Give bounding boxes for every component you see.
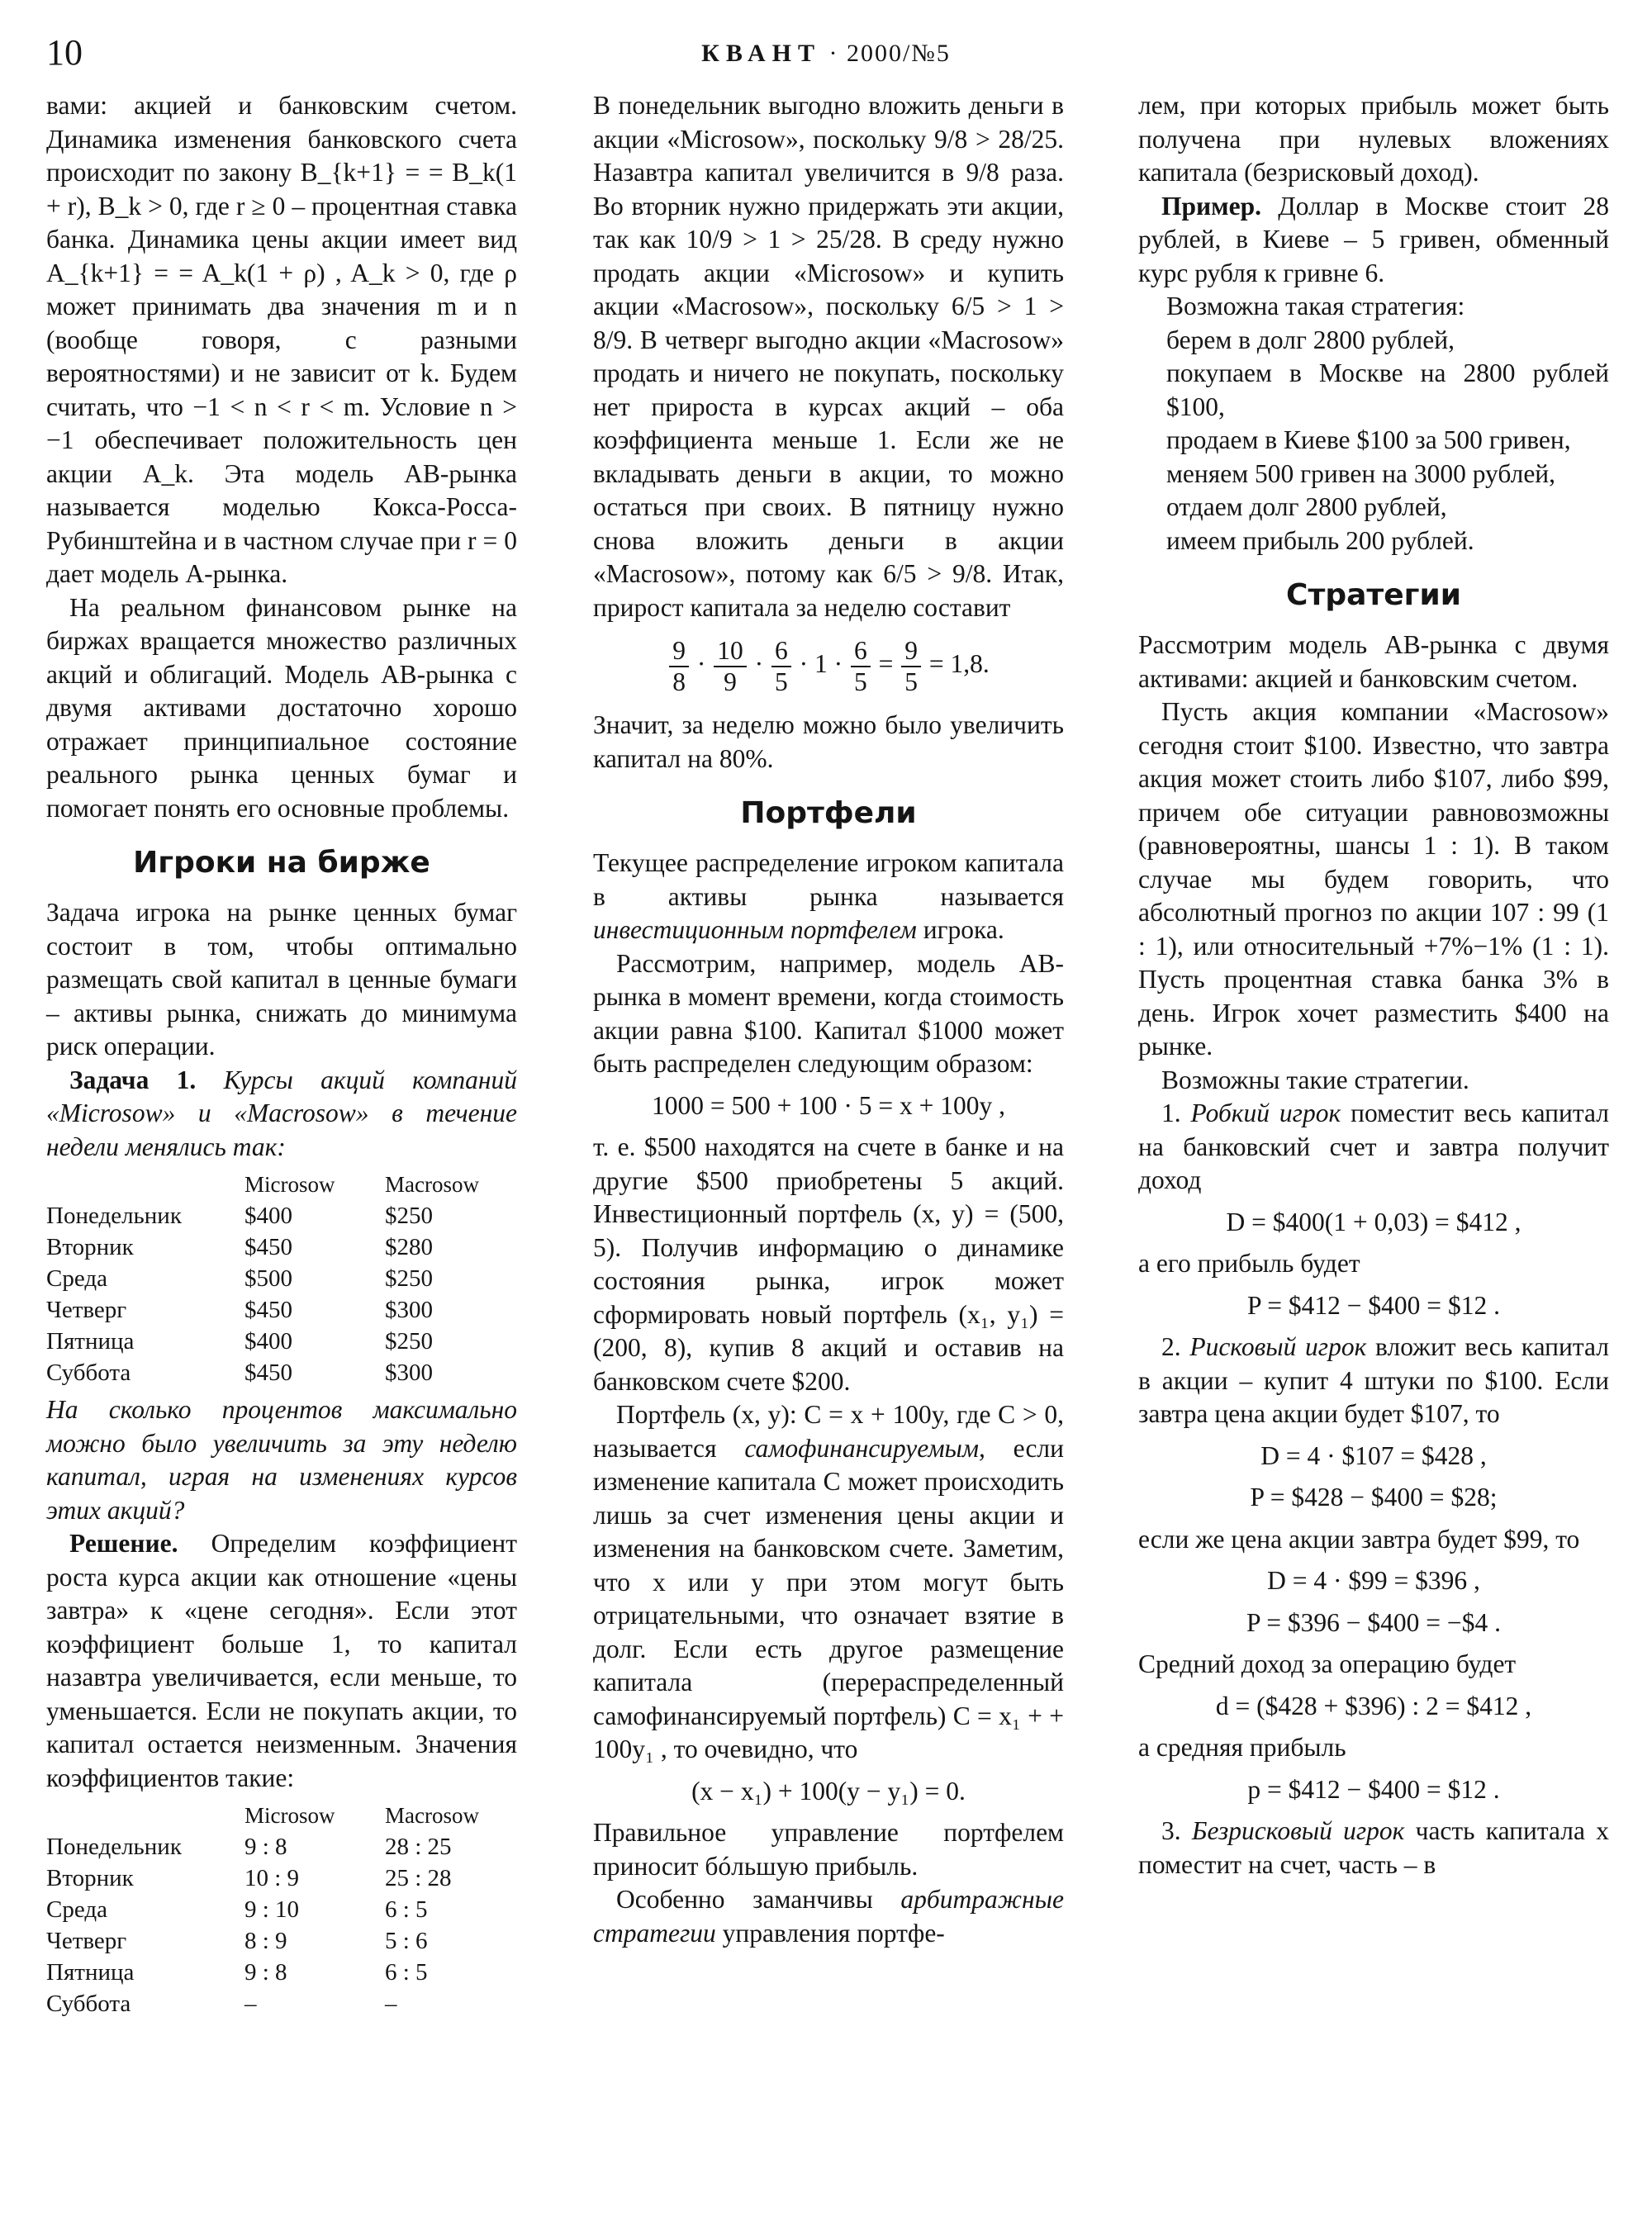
table-cell: 6 : 5 bbox=[385, 1959, 428, 1986]
table-header-row bbox=[46, 1169, 517, 1200]
strategy-list bbox=[1138, 290, 1609, 558]
section-title-portfolios: Портфели bbox=[740, 796, 917, 830]
paragraph: В понедельник выгодно вложить деньги в акции «Microsow», поскольку 9/8 > 28/25. Назавтра капитал увеличится в 9/8 раза. Во вторник нужно придержать эти акции, так как 10/9 > 1 > 25/28. В среду нужно продать акции «Microsow» и купить акции «Macrosow», поскольку 6/5 > 1 > 8/9. В четверг выгодно акции «Macrosow» продать и ничего не покупать, поскольку нет прироста в курсах акций – оба коэффициента меньше 1. Если же не вкладывать деньги в акции, то можно остаться при своих. В пятницу нужно снова вложить деньги в акции «Macrosow», потому как 6/5 > 9/8. Итак, прирост капитала за неделю составит bbox=[593, 91, 1064, 622]
task-label: Задача 1. bbox=[69, 1065, 197, 1094]
paragraph: а его прибыль будет bbox=[1138, 1249, 1360, 1278]
question-text: На сколько процентов максимально можно было увеличить за эту неделю капитал, играя на изменениях курсов этих акций? bbox=[46, 1395, 517, 1525]
paragraph: Задача игрока на рынке ценных бумаг состоит в том, чтобы оптимально размещать свой капитал в ценные бумаги – активы рынка, снижать до минимума риск операции. bbox=[46, 898, 517, 1061]
section-title-players: Игроки на бирже bbox=[133, 846, 430, 880]
paragraph: На реальном финансовом рынке на биржах вращается множество различных акций и облигаций. Модель AB-рынка с двумя активами достаточно хорошо отражает принципиальное состояние реального рынка ценных бумаг и помогает понять его основные проблемы. bbox=[46, 592, 517, 823]
journal-title bbox=[46, 40, 1606, 68]
text: если изменение капитала C может происходить лишь за счет изменения цены акции и изменения на банковском счете. Заметим, что x или y при этом могут быть отрицательными, что означает взятие в долг. Если есть другое размещение капитала (перераспределенный самофинансируемый портфель) C = x₁ + + 100y₁ , то очевидно, что bbox=[593, 1433, 1064, 1763]
numerator: 9 bbox=[669, 636, 689, 667]
table-cell: Четверг bbox=[46, 1297, 127, 1323]
table-cell: $450 bbox=[244, 1234, 292, 1260]
table-cell: 10 : 9 bbox=[244, 1865, 300, 1891]
table-row bbox=[46, 1831, 517, 1862]
table-cell: 9 : 8 bbox=[244, 1834, 287, 1860]
denominator: 5 bbox=[904, 667, 918, 696]
paragraph: если же цена акции завтра будет $99, то bbox=[1138, 1524, 1580, 1554]
text: вложит весь капитал в акции – купит 4 штуки по $100. Если завтра цена акции будет $107, то bbox=[1138, 1332, 1609, 1428]
example bbox=[1138, 190, 1609, 291]
table-cell: 25 : 28 bbox=[385, 1865, 452, 1891]
text: Текущее распределение игроком капитала в активы рынка называется bbox=[593, 848, 1064, 911]
formula-operator: = bbox=[878, 649, 894, 679]
solution-label: Решение. bbox=[69, 1529, 178, 1558]
table-cell: – bbox=[244, 1991, 257, 2017]
table-header: Macrosow bbox=[385, 1172, 479, 1197]
denominator: 5 bbox=[774, 667, 788, 696]
numerator: 6 bbox=[851, 636, 871, 667]
strategy-step: покупаем в Москве на 2800 рублей $100, bbox=[1166, 358, 1609, 421]
denominator: 8 bbox=[672, 667, 686, 696]
table-row bbox=[46, 1231, 517, 1263]
table-row bbox=[46, 1988, 517, 2019]
paragraph bbox=[593, 847, 1064, 947]
table-cell: $450 bbox=[244, 1359, 292, 1386]
table-row bbox=[46, 1357, 517, 1388]
table-cell: 8 : 9 bbox=[244, 1928, 287, 1954]
table-cell: Понедельник bbox=[46, 1203, 182, 1229]
paragraph bbox=[593, 1883, 1064, 1950]
table-row bbox=[46, 1957, 517, 1988]
paragraph bbox=[1138, 1097, 1609, 1198]
table-row bbox=[46, 1862, 517, 1894]
table-cell: Среда bbox=[46, 1265, 107, 1292]
denominator: 5 bbox=[853, 667, 867, 696]
table-cell: $300 bbox=[385, 1359, 433, 1386]
paragraph bbox=[593, 1398, 1064, 1767]
paragraph bbox=[1138, 1815, 1609, 1881]
table-cell: $250 bbox=[385, 1265, 433, 1292]
fraction bbox=[714, 636, 747, 697]
term: самофинансируемым, bbox=[744, 1433, 985, 1463]
table-row bbox=[46, 1326, 517, 1357]
table-header: Microsow bbox=[244, 1803, 335, 1828]
table-cell: 5 : 6 bbox=[385, 1928, 428, 1954]
example-label: Пример. bbox=[1161, 191, 1262, 221]
table-cell: $280 bbox=[385, 1234, 433, 1260]
table-row bbox=[46, 1294, 517, 1326]
formula: d = ($428 + $396) : 2 = $412 , bbox=[1215, 1691, 1532, 1720]
journal-name: КВАНТ bbox=[701, 40, 821, 67]
column-2 bbox=[593, 89, 1064, 1950]
text: часть капитала x поместит на счет, часть – в bbox=[1138, 1816, 1610, 1879]
table-cell: 6 : 5 bbox=[385, 1896, 428, 1923]
numerator: 10 bbox=[714, 636, 747, 667]
table-cell: $400 bbox=[244, 1328, 292, 1355]
formula-operator: · 1 · bbox=[799, 649, 843, 679]
column-1 bbox=[46, 89, 517, 2024]
paragraph bbox=[1138, 1331, 1609, 1431]
term: инвестиционным портфелем bbox=[593, 915, 917, 944]
table-cell: $300 bbox=[385, 1297, 433, 1323]
text: 2. bbox=[1161, 1332, 1181, 1361]
table-header bbox=[46, 1169, 244, 1200]
table-row bbox=[46, 1925, 517, 1957]
table-cell: Суббота bbox=[46, 1991, 131, 2017]
formula: D = 4 · $107 = $428 , bbox=[1260, 1440, 1487, 1470]
paragraph: Правильное управление портфелем приносит бóльшую прибыль. bbox=[593, 1818, 1064, 1881]
table-header: Macrosow bbox=[385, 1803, 479, 1828]
fraction bbox=[851, 636, 871, 697]
solution bbox=[46, 1527, 517, 1795]
formula-result: = 1,8. bbox=[928, 649, 990, 679]
strategy-step: имеем прибыль 200 рублей. bbox=[1166, 525, 1474, 555]
numerator: 9 bbox=[901, 636, 921, 667]
table-cell: $400 bbox=[244, 1203, 292, 1229]
text: поместит весь капитал на банковский счет и завтра получит доход bbox=[1138, 1099, 1609, 1194]
table-cell: 28 : 25 bbox=[385, 1834, 452, 1860]
table-cell: Пятница bbox=[46, 1959, 135, 1986]
denominator: 9 bbox=[724, 667, 737, 696]
paragraph: Средний доход за операцию будет bbox=[1138, 1649, 1517, 1678]
task-question bbox=[46, 1393, 517, 1527]
paragraph: т. е. $500 находятся на счете в банке и на другие $500 приобретены 5 акций. Инвестиционный портфель (x, y) = (500, 5). Получив информацию о динамике состояния рынка, игрок может сформировать новый портфель (x₁, y₁) = (200, 8), купив 8 акций и оставив на банковском счете $200. bbox=[593, 1132, 1064, 1396]
fraction bbox=[669, 636, 689, 697]
paragraph: Значит, за неделю можно было увеличить капитал на 80%. bbox=[593, 710, 1064, 773]
table-cell: 9 : 10 bbox=[244, 1896, 300, 1923]
strategy-step: продаем в Киеве $100 за 500 гривен, bbox=[1166, 425, 1571, 454]
text: игрока. bbox=[923, 915, 1004, 944]
formula: D = 4 · $99 = $396 , bbox=[1267, 1566, 1480, 1595]
strategy-step: берем в долг 2800 рублей, bbox=[1166, 325, 1455, 354]
text: управления портфе- bbox=[722, 1918, 945, 1948]
text: Портфель (x, y): C = x + 100y, где C > 0, называется bbox=[593, 1400, 1064, 1463]
task-text: Курсы акций компаний «Microsow» и «Macrosow» в течение недели менялись так: bbox=[46, 1065, 517, 1161]
growth-formula: $\frac{9}{8}$ · $\frac{10}{9}$ · $\frac{6}{5}$ · 1 · $\frac{6}{5}$ = $\frac{9}{5}$ = 1,8. bbox=[593, 636, 1064, 697]
table-row bbox=[46, 1894, 517, 1925]
table-cell: $450 bbox=[244, 1297, 292, 1323]
paragraph: Пусть акция компании «Macrosow» сегодня стоит $100. Известно, что завтра акция может стоить либо $107, либо $99, причем обе ситуации равновозможны (равновероятны, шансы 1 : 1). В таком случае мы будем говорить, что абсолютный прогноз по акции 107 : 99 (1 : 1), или относительный +7%−1% (1 : 1). Пусть процентная ставка банка 3% в день. Игрок хочет разместить $400 на рынке. bbox=[1138, 697, 1609, 1061]
capital-formula: 1000 = 500 + 100 · 5 = x + 100y , bbox=[651, 1090, 1006, 1120]
prices-table bbox=[46, 1169, 517, 1388]
numerator: 6 bbox=[771, 636, 791, 667]
strategy-step: отдаем долг 2800 рублей, bbox=[1166, 492, 1447, 521]
table-row bbox=[46, 1263, 517, 1294]
table-cell: – bbox=[385, 1991, 397, 2017]
paragraph: Рассмотрим, например, модель AB-рынка в момент времени, когда стоимость акции равна $100. Капитал $1000 может быть распределен следующим образом: bbox=[593, 948, 1064, 1078]
table-cell: Пятница bbox=[46, 1328, 135, 1355]
term: Рисковый игрок bbox=[1189, 1332, 1367, 1361]
table-cell: Понедельник bbox=[46, 1834, 182, 1860]
formula: P = $412 − $400 = $12 . bbox=[1247, 1290, 1500, 1320]
table-header-row bbox=[46, 1800, 517, 1831]
portfolio-formula: (x − x₁) + 100(y − y₁) = 0. bbox=[691, 1776, 966, 1806]
formula: P = $428 − $400 = $28; bbox=[1250, 1483, 1498, 1511]
strategy-step: меняем 500 гривен на 3000 рублей, bbox=[1166, 458, 1556, 488]
page-number: 10 bbox=[46, 32, 83, 73]
text: 1. bbox=[1161, 1099, 1181, 1127]
example-text: Доллар в Москве стоит 28 рублей, в Киеве – 5 гривен, обменный курс рубля к гривне 6. bbox=[1138, 191, 1609, 287]
formula: D = $400(1 + 0,03) = $412 , bbox=[1226, 1207, 1521, 1236]
term: Безрисковый игрок bbox=[1191, 1816, 1405, 1845]
paragraph: лем, при которых прибыль может быть получена при нулевых вложениях капитала (безрисковый доход). bbox=[1138, 91, 1609, 187]
table-cell: 9 : 8 bbox=[244, 1959, 287, 1986]
fraction bbox=[901, 636, 921, 697]
table-cell: Вторник bbox=[46, 1865, 134, 1891]
table-header bbox=[46, 1800, 244, 1831]
paragraph: Возможны такие стратегии. bbox=[1161, 1065, 1469, 1094]
term: Робкий игрок bbox=[1190, 1099, 1341, 1127]
paragraph: вами: акцией и банковским счетом. Динамика изменения банковского счета происходит по закону B_{k+1} = = B_k(1 + r), B_k > 0, где r ≥ 0 – процентная ставка банка. Динамика цены акции имеет вид A_{k+1} = = A_k(1 + ρ) , A_k > 0, где ρ может принимать два значения m и n (вообще говоря, с разными вероятностями) и не зависит от k. Будем считать, что −1 < n < r < m. Условие n > −1 обеспечивает положительность цен акции A_k. Эта модель AB-рынка называется моделью Кокса-Росса-Рубинштейна и в частном случае при r = 0 дает модель A-рынка. bbox=[46, 91, 517, 588]
table-cell: $250 bbox=[385, 1328, 433, 1355]
journal-issue: · 2000/№5 bbox=[828, 40, 951, 67]
table-cell: $500 bbox=[244, 1265, 292, 1292]
term: арбитражные стратегии bbox=[593, 1885, 1064, 1948]
table-cell: Вторник bbox=[46, 1234, 134, 1260]
table-cell: Суббота bbox=[46, 1359, 131, 1386]
table-cell: Среда bbox=[46, 1896, 107, 1923]
formula: p = $412 − $400 = $12 . bbox=[1247, 1774, 1500, 1804]
table-cell: $250 bbox=[385, 1203, 433, 1229]
paragraph: а средняя прибыль bbox=[1138, 1733, 1346, 1762]
text: Особенно заманчивы bbox=[616, 1885, 873, 1914]
ratios-table bbox=[46, 1800, 517, 2019]
text: 3. bbox=[1161, 1816, 1181, 1845]
table-header: Microsow bbox=[244, 1172, 335, 1197]
table-cell: Четверг bbox=[46, 1928, 127, 1954]
formula: P = $396 − $400 = −$4 . bbox=[1246, 1607, 1501, 1637]
strategy-intro: Возможна такая стратегия: bbox=[1166, 292, 1465, 320]
solution-text: Определим коэффициент роста курса акции как отношение «цены завтра» к «цене сегодня». Если этот коэффициент больше 1, то капитал назавтра увеличивается, если меньше, то уменьшается. Если не покупать акции, то капитал остается неизменным. Значения коэффициентов такие: bbox=[46, 1529, 517, 1792]
paragraph: Рассмотрим модель AB-рынка с двумя активами: акцией и банковским счетом. bbox=[1138, 630, 1609, 693]
column-3 bbox=[1138, 89, 1609, 1881]
task-statement bbox=[46, 1064, 517, 1165]
section-title-strategies: Стратегии bbox=[1286, 578, 1461, 612]
table-row bbox=[46, 1200, 517, 1231]
running-header bbox=[46, 31, 1606, 81]
fraction bbox=[771, 636, 791, 697]
